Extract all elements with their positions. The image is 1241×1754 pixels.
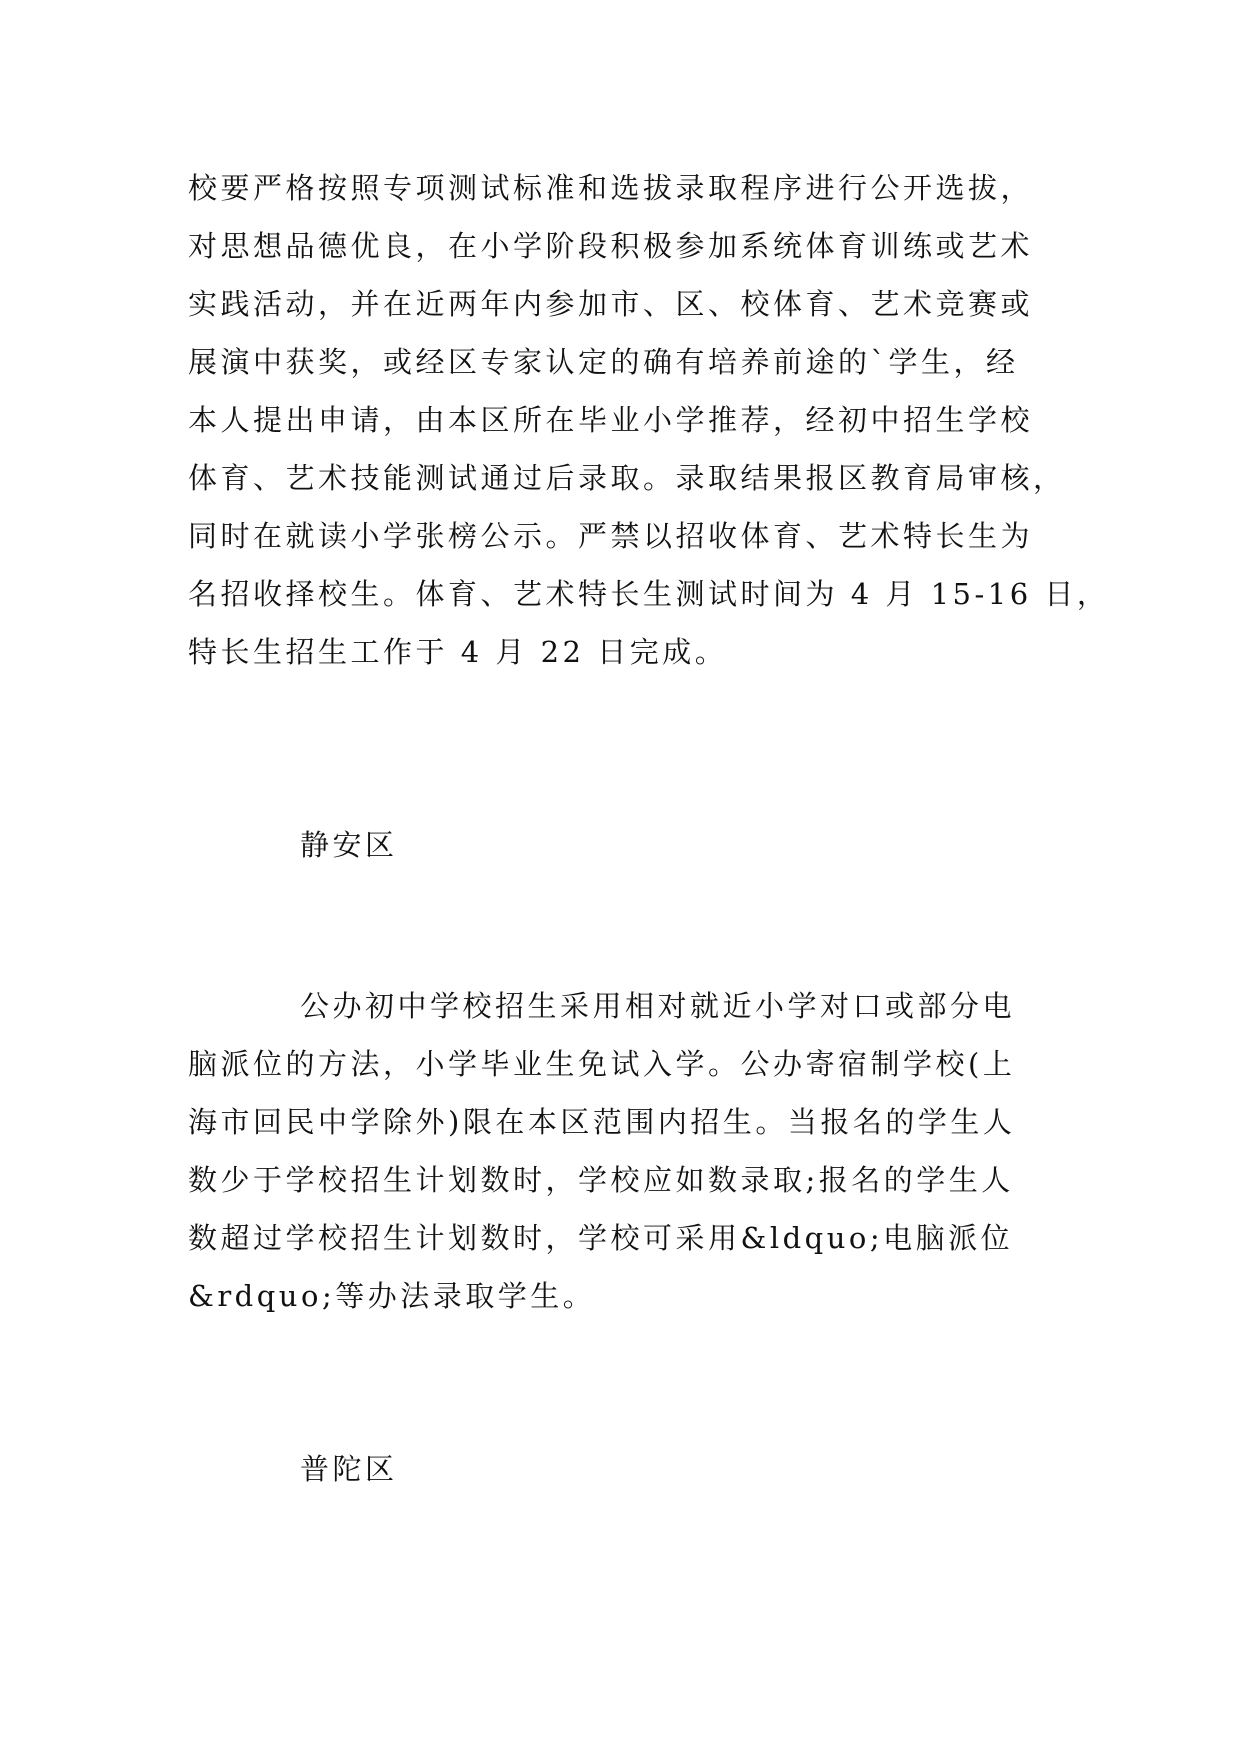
text-line: 公办初中学校招生采用相对就近小学对口或部分电 (300, 989, 1016, 1023)
text-line: 对思想品德优良，在小学阶段积极参加系统体育训练或艺术 (188, 229, 1034, 263)
text-line: 数少于学校招生计划数时，学校应如数录取;报名的学生人 (188, 1163, 1014, 1197)
text-line: 体育、艺术技能测试通过后录取。录取结果报区教育局审核， (188, 461, 1066, 495)
section-heading-jingan (300, 816, 1170, 874)
heading-text: 静安区 (300, 828, 398, 862)
text-line: 实践活动，并在近两年内参加市、区、校体育、艺术竞赛或 (188, 287, 1034, 321)
text-line: 特长生招生工作于 4 月 22 日完成。 (188, 635, 728, 669)
text-line: 同时在就读小学张榜公示。严禁以招收体育、艺术特长生为 (188, 519, 1034, 553)
text-line: 本人提出申请，由本区所在毕业小学推荐，经初中招生学校 (188, 403, 1034, 437)
text-line: 数超过学校招生计划数时，学校可采用&ldquo;电脑派位 (188, 1221, 1014, 1255)
text-line: 展演中获奖，或经区专家认定的确有培养前途的`学生，经 (188, 345, 1019, 379)
paragraph-admission-rules (188, 159, 1110, 681)
text-line: 校要严格按照专项测试标准和选拔录取程序进行公开选拔， (188, 171, 1034, 205)
heading-text: 普陀区 (300, 1452, 398, 1486)
text-line: 海市回民中学除外)限在本区范围内招生。当报名的学生人 (188, 1105, 1016, 1139)
text-line: 脑派位的方法，小学毕业生免试入学。公办寄宿制学校(上 (188, 1047, 1016, 1081)
text-line: &rdquo;等办法录取学生。 (188, 1279, 596, 1313)
section-heading-putuo (300, 1440, 1170, 1498)
paragraph-jingan (188, 977, 1058, 1325)
text-line: 名招收择校生。体育、艺术特长生测试时间为 4 月 15-16 日， (188, 577, 1110, 611)
